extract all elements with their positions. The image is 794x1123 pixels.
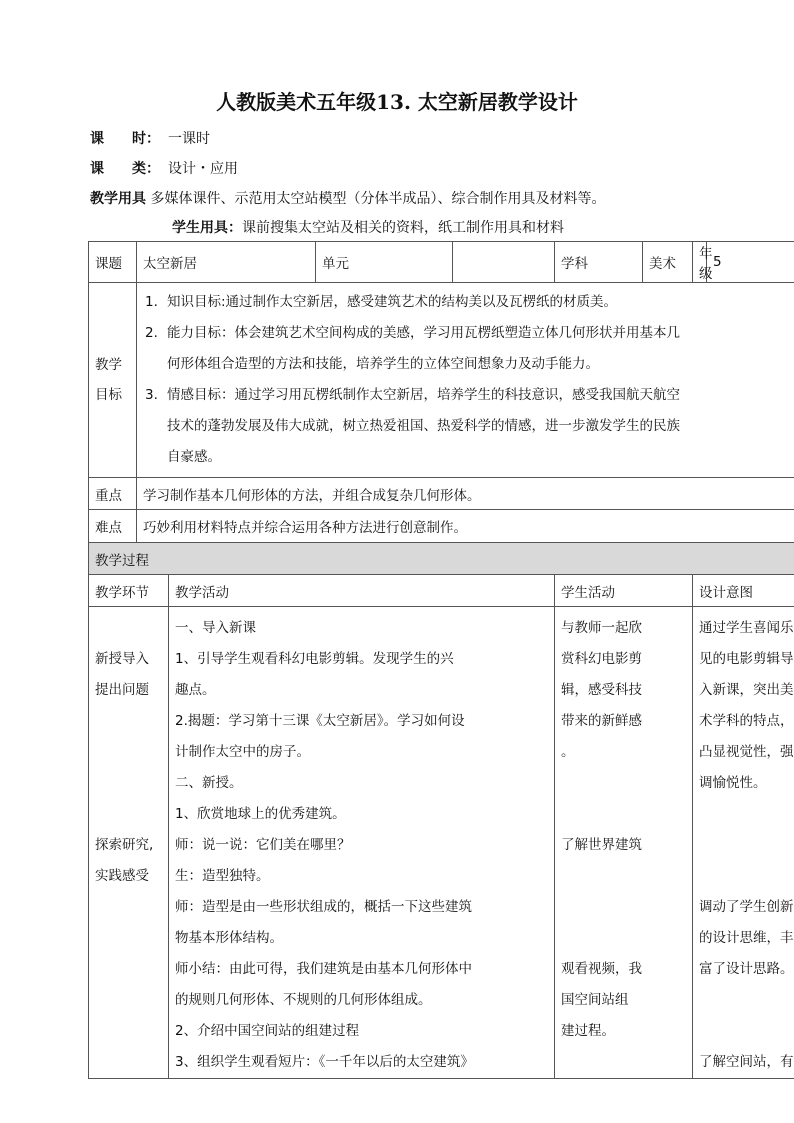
process-label: 教学过程 xyxy=(89,543,794,575)
student-tools-value: 课前搜集太空站及相关的资料，纸工制作用具和材料 xyxy=(242,220,564,236)
subject-label: 学科 xyxy=(555,242,643,283)
activity-list xyxy=(175,613,548,1078)
activity-line: 物基本形体结构。 xyxy=(175,930,283,946)
goal-text: 知识目标:通过制作太空新居，感受建筑艺术的结构美以及瓦楞纸的材质美。 xyxy=(167,294,618,310)
intent-line: 入新课，突出美 xyxy=(699,682,794,698)
activity-line: 的规则几何形体、不规则的几何形体组成。 xyxy=(175,992,432,1008)
header-stage: 教学环节 xyxy=(89,575,169,607)
activity-line: 师：说一说：它们美在哪里？ xyxy=(175,837,351,853)
student-activity-line: 。 xyxy=(561,744,575,760)
goal-text: 何形体组合造型的方法和技能，培养学生的立体空间想象力及动手能力。 xyxy=(167,356,599,372)
unit-value xyxy=(453,242,555,283)
class-type-value: 设计・应用 xyxy=(168,161,238,177)
difficulty-row xyxy=(89,510,794,543)
goal-number: 3. xyxy=(145,387,158,403)
student-activity-cell xyxy=(555,607,693,1079)
goal-line xyxy=(145,349,794,380)
intent-line: 凸显视觉性，强 xyxy=(699,744,794,760)
key-point-row xyxy=(89,478,794,510)
student-tools xyxy=(172,217,564,237)
intent-line xyxy=(699,985,794,1016)
header-student: 学生活动 xyxy=(555,575,693,607)
activity-line: 2.揭题：学习第十三课《太空新居》。学习如何设 xyxy=(175,713,465,729)
activity-cell xyxy=(169,607,555,1079)
student-activity-line: 建过程。 xyxy=(561,1023,615,1039)
header-intent: 设计意图 xyxy=(693,575,794,607)
intent-line: 通过学生喜闻乐 xyxy=(699,620,794,636)
intent-line xyxy=(699,799,794,830)
subject-value: 美术 xyxy=(643,242,693,283)
activity-line: 2、介绍中国空间站的组建过程 xyxy=(175,1023,360,1039)
header-activity: 教学活动 xyxy=(169,575,555,607)
stage-cell xyxy=(89,607,169,1079)
class-type xyxy=(90,158,238,178)
student-activity-line: 观看视频，我 xyxy=(561,961,642,977)
goal-text: 情感目标：通过学习用瓦楞纸制作太空新居，培养学生的科技意识，感受我国航天航空 xyxy=(167,387,680,403)
intent-line: 术学科的特点， xyxy=(699,713,794,729)
activity-line: 1、欣赏地球上的优秀建筑。 xyxy=(175,806,346,822)
stage-text: 新授导入 xyxy=(95,651,149,667)
activity-line: 3、组织学生观看短片：《一千年以后的太空建筑》 xyxy=(175,1054,474,1070)
goal-line xyxy=(145,318,794,349)
topic-label: 课题 xyxy=(89,242,137,283)
activity-line: 二、新授。 xyxy=(175,775,243,791)
activity-line: 生：造型独特。 xyxy=(175,868,270,884)
column-header-row xyxy=(89,575,794,607)
teacher-tools xyxy=(90,188,605,208)
goal-number xyxy=(145,349,167,380)
goal-number: 1. xyxy=(145,294,158,310)
intent-cell xyxy=(693,607,794,1079)
intent-line: 的设计思维，丰 xyxy=(699,930,794,946)
student-tools-label: 学生用具： xyxy=(172,220,242,236)
intent-line: 见的电影剪辑导 xyxy=(699,651,794,667)
key-point-label: 重点 xyxy=(89,478,137,510)
stage-text: 提出问题 xyxy=(95,682,149,698)
class-period-value: 一课时 xyxy=(168,131,210,147)
student-activity-line: 带来的新鲜感 xyxy=(561,713,642,729)
goals-list xyxy=(145,287,794,473)
intent-line: 了解空间站，有 xyxy=(699,1054,794,1070)
goals-row xyxy=(89,283,794,478)
stage-text: 探索研究, xyxy=(95,837,154,853)
difficulty-value: 巧妙利用材料特点并综合运用各种方法进行创意制作。 xyxy=(137,510,794,543)
activity-line: 师小结：由此可得，我们建筑是由基本几何形体中 xyxy=(175,961,472,977)
activity-line: 趣点。 xyxy=(175,682,216,698)
key-point-value: 学习制作基本几何形体的方法，并组合成复杂几何形体。 xyxy=(137,478,794,510)
student-activity-line xyxy=(561,768,686,799)
goal-number xyxy=(145,411,167,442)
goal-line xyxy=(145,287,794,318)
class-period-label: 课 时： xyxy=(90,131,160,147)
page-title: 人教版美术五年级13. 太空新居教学设计 xyxy=(216,90,578,114)
goal-line xyxy=(145,380,794,411)
process-header-row xyxy=(89,543,794,575)
goals-content xyxy=(137,283,794,478)
grade-label: 年级 xyxy=(693,242,707,283)
intent-line: 调愉悦性。 xyxy=(699,775,767,791)
student-activity-line xyxy=(561,861,686,892)
student-activity-line xyxy=(561,799,686,830)
student-activity-line: 国空间站组 xyxy=(561,992,629,1008)
unit-label: 单元 xyxy=(316,242,453,283)
intent-line xyxy=(699,1016,794,1047)
student-activity-line: 赏科幻电影剪 xyxy=(561,651,642,667)
goal-text: 自豪感。 xyxy=(167,449,221,465)
goal-line xyxy=(145,442,794,473)
student-activity-list xyxy=(561,613,686,1047)
difficulty-label: 难点 xyxy=(89,510,137,543)
intent-list xyxy=(699,613,794,1078)
intent-line xyxy=(699,830,794,861)
grade-value: 5 xyxy=(707,242,794,283)
goal-number xyxy=(145,442,167,473)
intent-line: 富了设计思路。 xyxy=(699,961,794,977)
activity-line: 师：造型是由一些形状组成的，概括一下这些建筑 xyxy=(175,899,472,915)
activity-line: 一、导入新课 xyxy=(175,620,256,636)
student-activity-line: 了解世界建筑 xyxy=(561,837,642,853)
intent-line: 调动了学生创新 xyxy=(699,899,794,915)
teacher-tools-label: 教学用具 xyxy=(90,191,146,207)
student-activity-line: 辑，感受科技 xyxy=(561,682,642,698)
stage-text: 实践感受 xyxy=(95,868,149,884)
goal-line xyxy=(145,411,794,442)
lesson-plan-table xyxy=(88,241,794,1079)
goal-text: 技术的蓬勃发展及伟大成就，树立热爱祖国、热爱科学的情感，进一步激发学生的民族 xyxy=(167,418,680,434)
student-activity-line xyxy=(561,892,686,923)
student-activity-line xyxy=(561,923,686,954)
class-period xyxy=(90,128,210,148)
goal-number: 2. xyxy=(145,325,158,341)
goals-label: 教学 目标 xyxy=(89,283,137,478)
student-activity-line: 与教师一起欣 xyxy=(561,620,642,636)
info-row xyxy=(89,242,794,283)
process-content-row xyxy=(89,607,794,1079)
teacher-tools-value: 多媒体课件、示范用太空站模型（分体半成品）、综合制作用具及材料等。 xyxy=(150,191,606,207)
class-type-label: 课 类： xyxy=(90,161,160,177)
activity-line: 1、引导学生观看科幻电影剪辑。发现学生的兴 xyxy=(175,651,454,667)
intent-line xyxy=(699,861,794,892)
topic-value: 太空新居 xyxy=(137,242,316,283)
activity-line: 计制作太空中的房子。 xyxy=(175,744,310,760)
goal-text: 能力目标：体会建筑艺术空间构成的美感，学习用瓦楞纸塑造立体几何形状并用基本几 xyxy=(167,325,680,341)
